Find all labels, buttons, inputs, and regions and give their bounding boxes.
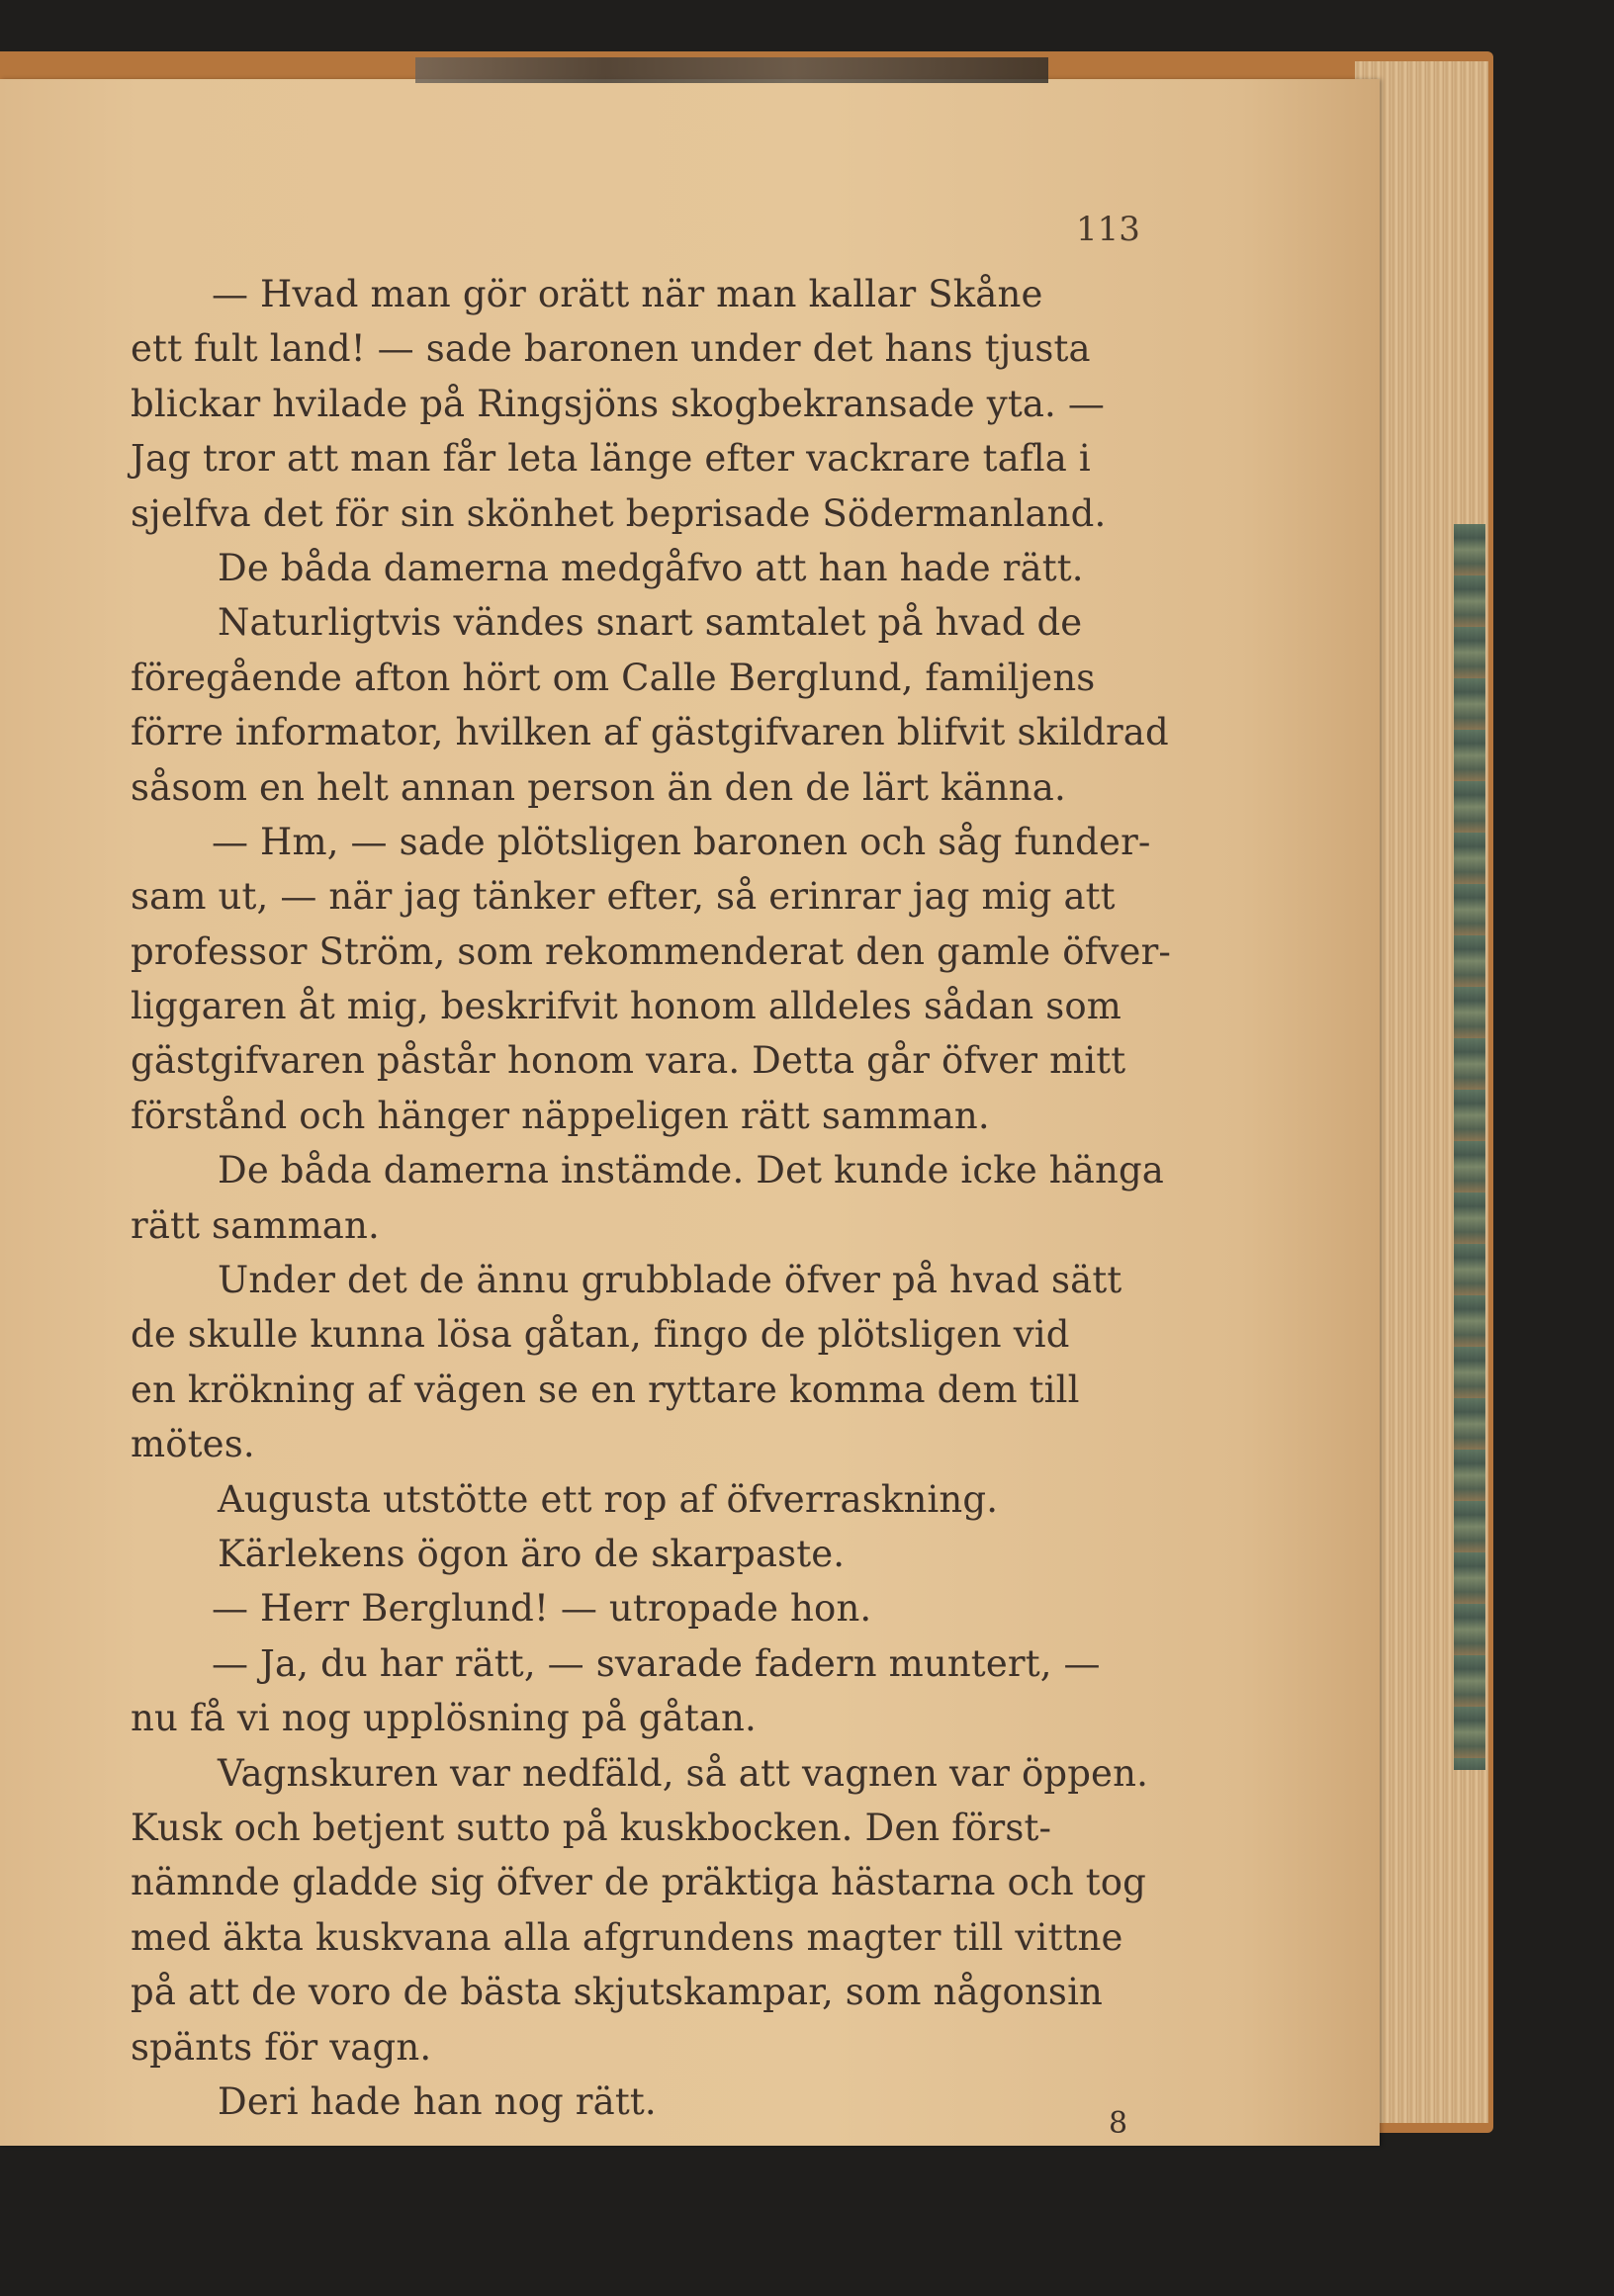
text-line: Under det de ännu grubblade öfver på hvad sätt <box>218 1259 1122 1302</box>
text-line: Jag tror att man får leta länge efter vackrare tafla i <box>131 437 1091 481</box>
text-line: nämnde gladde sig öfver de präktiga hästarna och tog <box>131 1861 1146 1904</box>
text-line: sam ut, — när jag tänker efter, så erinrar jag mig att <box>131 875 1116 919</box>
text-line: Vagnskuren var nedfäld, så att vagnen var öppen. <box>218 1751 1148 1795</box>
text-line: såsom en helt annan person än den de lärt känna. <box>131 765 1066 809</box>
marbled-edge <box>1454 524 1485 1770</box>
text-line: mötes. <box>131 1423 255 1466</box>
text-line: De båda damerna instämde. Det kunde icke hänga <box>218 1149 1165 1192</box>
text-line: Kusk och betjent sutto på kuskbocken. Den först- <box>131 1806 1052 1849</box>
text-line: Deri hade han nog rätt. <box>218 2079 657 2123</box>
text-line: nu få vi nog upplösning på gåtan. <box>131 1697 757 1740</box>
previous-page-strip <box>415 57 1048 83</box>
page-number: 113 <box>1076 210 1140 249</box>
text-line: professor Ström, som rekommenderat den gamle öfver- <box>131 929 1172 973</box>
text-line: liggaren åt mig, beskrifvit honom alldeles sådan som <box>131 985 1122 1028</box>
text-line: Kärlekens ögon äro de skarpaste. <box>218 1532 846 1575</box>
text-line: Augusta utstötte ett rop af öfverraskning. <box>218 1477 999 1521</box>
text-line: spänts för vagn. <box>131 2025 432 2069</box>
body-text <box>131 267 1199 2129</box>
text-line: ett fult land! — sade baronen under det hans tjusta <box>131 327 1091 371</box>
text-line: De båda damerna medgåfvo att han hade rätt. <box>218 546 1084 589</box>
text-line: gästgifvaren påstår honom vara. Detta går öfver mitt <box>131 1039 1126 1083</box>
text-line: en krökning af vägen se en ryttare komma dem till <box>131 1368 1080 1411</box>
text-line: Naturligtvis vändes snart samtalet på hvad de <box>218 601 1083 645</box>
text-line: — Hvad man gör orätt när man kallar Skåne <box>212 273 1043 315</box>
text-line: sjelfva det för sin skönhet beprisade Södermanland. <box>131 491 1107 535</box>
text-line: rätt samman. <box>131 1203 380 1247</box>
text-line: blickar hvilade på Ringsjöns skogbekransade yta. — <box>131 382 1106 425</box>
text-line: förre informator, hvilken af gästgifvaren blifvit skildrad <box>131 711 1169 754</box>
text-line: — Ja, du har rätt, — svarade fadern muntert, — <box>212 1641 1101 1685</box>
text-line: förstånd och hänger näppeligen rätt samman. <box>131 1094 990 1137</box>
text-line: på att de voro de bästa skjutskampar, som någonsin <box>131 1971 1104 2014</box>
text-line: föregående afton hört om Calle Berglund, familjens <box>131 656 1096 699</box>
text-line: med äkta kuskvana alla afgrundens magter till vittne <box>131 1915 1123 1959</box>
text-line: — Hm, — sade plötsligen baronen och såg funder- <box>212 820 1151 863</box>
signature-mark: 8 <box>1109 2106 1128 2141</box>
text-line: de skulle kunna lösa gåtan, fingo de plötsligen vid <box>131 1313 1070 1357</box>
text-line: — Herr Berglund! — utropade hon. <box>212 1587 872 1631</box>
